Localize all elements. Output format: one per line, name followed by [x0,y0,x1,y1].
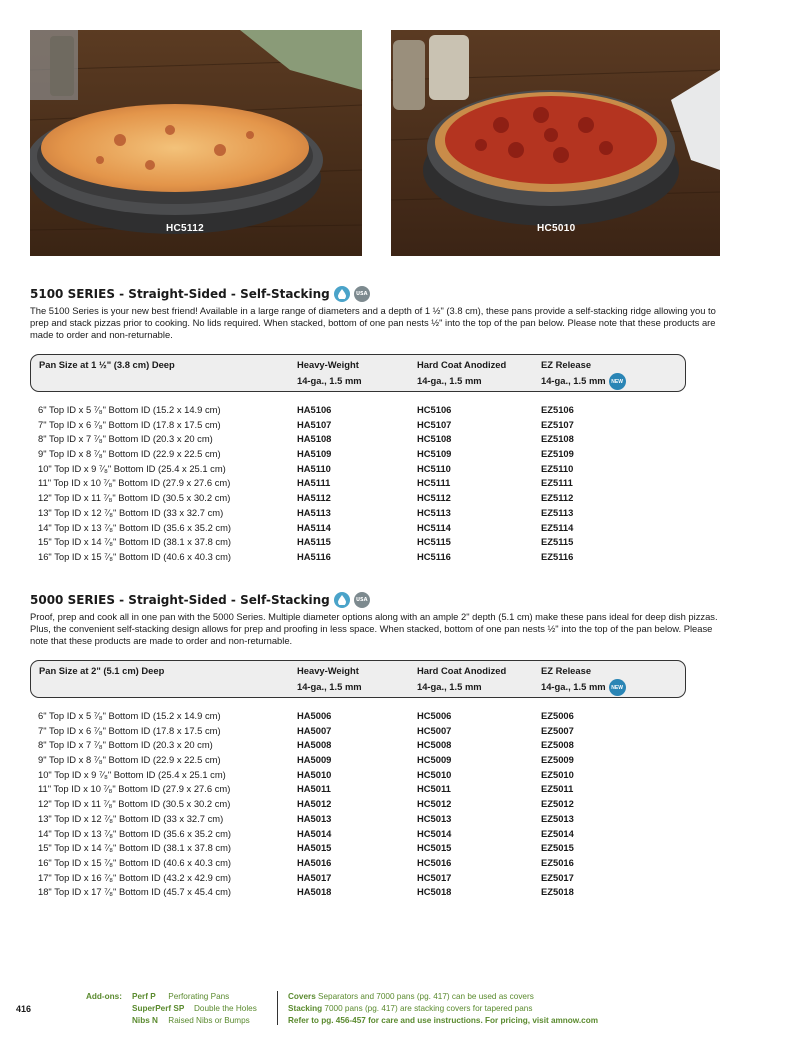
heavy-weight-cell: HA5014 [297,827,332,839]
table-row [38,550,658,565]
ez-release-cell: EZ5010 [541,768,574,780]
hard-coat-cell: HC5106 [417,404,452,415]
pan-size-cell: 15" Top ID x 14 ⁷⁄₈" Bottom ID (38.1 x 37.8 cm) [38,536,232,548]
addon-desc: Raised Nibs or Bumps [168,1016,250,1025]
table-row [38,871,658,886]
page-footer [0,989,804,1029]
heavy-weight-cell: HA5113 [297,506,331,518]
table-row [38,724,658,739]
table-row [38,797,658,812]
table-header [30,354,686,392]
table-row [38,418,658,433]
table-row [38,768,658,783]
pan-size-cell: 6" Top ID x 5 ⁷⁄₈" Bottom ID (15.2 x 14.9 cm) [38,404,221,415]
pan-size-cell: 13" Top ID x 12 ⁷⁄₈" Bottom ID (33 x 32.7 cm) [38,812,224,824]
photo-label: HC5112 [166,223,204,234]
pan-size-cell: 10" Top ID x 9 ⁷⁄₈" Bottom ID (25.4 x 25.1 cm) [38,462,226,474]
addon-item [132,1015,257,1027]
table-row [38,709,658,724]
hard-coat-cell: HC5114 [417,521,451,533]
ez-release-cell: EZ5015 [541,842,574,854]
heavy-weight-cell: HA5013 [297,812,332,824]
series-title [30,592,686,608]
addons-list [132,991,257,1027]
pan-size-cell: 12" Top ID x 11 ⁷⁄₈" Bottom ID (30.5 x 30.2 cm) [38,798,231,810]
addon-name: Perf P [132,992,156,1001]
table-row [38,753,658,768]
addon-desc: Double the Holes [194,1004,257,1013]
hard-coat-cell: HC5109 [417,448,452,460]
table-row [38,841,658,856]
hard-coat-cell: HC5110 [417,462,451,474]
hard-coat-cell: HC5013 [417,812,452,824]
heavy-weight-cell: HA5010 [297,768,332,780]
hard-coat-cell: HC5018 [417,886,452,898]
addon-desc: Perforating Pans [168,992,230,1001]
ez-release-cell: EZ5006 [541,710,574,721]
new-badge: NEW [609,373,626,390]
hard-coat-cell: HC5011 [417,783,451,795]
addon-name: SuperPerf SP [132,1004,185,1013]
pan-size-cell: 10" Top ID x 9 ⁷⁄₈" Bottom ID (25.4 x 25.1 cm) [38,768,226,780]
heavy-weight-cell: HA5018 [297,886,332,898]
gauge-text: 14-ga., 1.5 mm [541,680,606,692]
heavy-weight-cell: HA5012 [297,798,332,810]
ez-release-cell: EZ5116 [541,550,574,562]
heavy-weight-cell: HA5107 [297,418,332,430]
pan-size-cell: 6" Top ID x 5 ⁷⁄₈" Bottom ID (15.2 x 14.9 cm) [38,710,221,721]
col-header-pan-size: Pan Size at 1 ½" (3.8 cm) Deep [39,359,175,370]
col-header-heavy-weight-gauge: 14-ga., 1.5 mm [297,681,362,692]
heavy-weight-cell: HA5011 [297,783,331,795]
page-number: 416 [16,1004,32,1014]
note-desc: Separators and 7000 pans (pg. 417) can be used as covers [318,992,534,1001]
ez-release-cell: EZ5016 [541,856,574,868]
hard-coat-cell: HC5116 [417,550,451,562]
heavy-weight-cell: HA5016 [297,856,332,868]
table-body-5100 [38,403,658,565]
hard-coat-cell: HC5008 [417,739,452,751]
heavy-weight-cell: HA5106 [297,404,332,415]
hard-coat-cell: HC5010 [417,768,452,780]
ez-release-cell: EZ5012 [541,798,574,810]
ez-release-cell: EZ5107 [541,418,574,430]
footer-divider [277,991,278,1025]
addon-item [132,991,257,1003]
heavy-weight-cell: HA5009 [297,754,332,766]
table-row [38,403,658,418]
col-header-hard-coat-gauge: 14-ga., 1.5 mm [417,375,482,386]
table-row [38,856,658,871]
pan-size-cell: 9" Top ID x 8 ⁷⁄₈" Bottom ID (22.9 x 22.5 cm) [38,448,221,460]
ez-release-cell: EZ5114 [541,521,574,533]
table-row [38,506,658,521]
ez-release-cell: EZ5008 [541,739,574,751]
hard-coat-cell: HC5014 [417,827,452,839]
table-row [38,462,658,477]
heavy-weight-cell: HA5116 [297,550,331,562]
pan-size-cell: 14" Top ID x 13 ⁷⁄₈" Bottom ID (35.6 x 35.2 cm) [38,827,232,839]
care-instructions: Refer to pg. 456-457 for care and use instructions. For pricing, visit amnow.com [288,1016,598,1025]
addons-label: Add-ons: [86,992,122,1001]
table-row [38,827,658,842]
series-5100-title: 5100 SERIES - Straight-Sided - Self-Stacking [30,287,330,301]
heavy-weight-cell: HA5112 [297,492,331,504]
gauge-text: 14-ga., 1.5 mm [541,374,606,386]
hard-coat-cell: HC5111 [417,477,451,489]
hard-coat-cell: HC5006 [417,710,452,721]
heavy-weight-cell: HA5110 [297,462,331,474]
note-name: Stacking [288,1004,323,1013]
heavy-weight-cell: HA5108 [297,433,332,445]
new-badge: NEW [609,679,626,696]
table-header [30,660,686,698]
pan-size-cell: 18" Top ID x 17 ⁷⁄₈" Bottom ID (45.7 x 45.4 cm) [38,886,232,898]
table-row [38,885,658,900]
heavy-weight-cell: HA5111 [297,477,331,489]
hard-coat-cell: HC5112 [417,492,451,504]
pan-size-cell: 14" Top ID x 13 ⁷⁄₈" Bottom ID (35.6 x 35.2 cm) [38,521,232,533]
table-row [38,782,658,797]
product-photo-hc5010 [391,30,720,256]
heavy-weight-cell: HA5015 [297,842,332,854]
hard-coat-cell: HC5108 [417,433,452,445]
pan-size-cell: 7" Top ID x 6 ⁷⁄₈" Bottom ID (17.8 x 17.5 cm) [38,724,221,736]
col-header-pan-size: Pan Size at 2" (5.1 cm) Deep [39,665,165,676]
ez-release-cell: EZ5009 [541,754,574,766]
col-header-heavy-weight: Heavy-Weight [297,359,359,370]
pan-size-cell: 7" Top ID x 6 ⁷⁄₈" Bottom ID (17.8 x 17.5 cm) [38,418,221,430]
footer-notes [288,991,598,1027]
ez-release-cell: EZ5018 [541,886,574,898]
series-description: The 5100 Series is your new best friend! Available in a large range of diameters and a depth of 1 ½" (3.8 cm), these pans provide a self-stacking ridge allowing you to prep and stack pizzas prior to cooking. No lids required. When stacked, bottom of one pan nests ½" into the top of the pan below. Please note that these products are made to order and non-returnable. [30,305,716,340]
pan-size-cell: 16" Top ID x 15 ⁷⁄₈" Bottom ID (40.6 x 40.3 cm) [38,550,232,562]
pan-size-cell: 11" Top ID x 10 ⁷⁄₈" Bottom ID (27.9 x 27.6 cm) [38,477,231,489]
series-5100-intro [30,286,716,341]
pan-size-cell: 12" Top ID x 11 ⁷⁄₈" Bottom ID (30.5 x 30.2 cm) [38,492,231,504]
col-header-hard-coat: Hard Coat Anodized [417,665,507,676]
ez-release-cell: EZ5007 [541,724,574,736]
hard-coat-cell: HC5012 [417,798,452,810]
series-5000-title: 5000 SERIES - Straight-Sided - Self-Stacking [30,593,330,607]
ez-release-cell: EZ5115 [541,536,574,548]
hard-coat-cell: HC5015 [417,842,452,854]
ez-release-cell: EZ5112 [541,492,574,504]
pan-size-cell: 8" Top ID x 7 ⁷⁄₈" Bottom ID (20.3 x 20 cm) [38,433,213,445]
pan-size-cell: 11" Top ID x 10 ⁷⁄₈" Bottom ID (27.9 x 27.6 cm) [38,783,231,795]
col-header-heavy-weight: Heavy-Weight [297,665,359,676]
ez-release-cell: EZ5108 [541,433,574,445]
heavy-weight-cell: HA5007 [297,724,332,736]
ez-release-cell: EZ5109 [541,448,574,460]
heavy-weight-cell: HA5008 [297,739,332,751]
col-header-heavy-weight-gauge: 14-ga., 1.5 mm [297,375,362,386]
addon-item [132,1003,257,1015]
note-item [288,991,598,1003]
ez-release-cell: EZ5113 [541,506,574,518]
pan-size-cell: 15" Top ID x 14 ⁷⁄₈" Bottom ID (38.1 x 37.8 cm) [38,842,232,854]
pan-size-cell: 9" Top ID x 8 ⁷⁄₈" Bottom ID (22.9 x 22.5 cm) [38,754,221,766]
addon-name: Nibs N [132,1016,158,1025]
note-desc: 7000 pans (pg. 417) are stacking covers for tapered pans [324,1004,533,1013]
ez-release-cell: EZ5017 [541,871,574,883]
col-header-ez-release-gauge [541,373,626,390]
pan-size-cell: 17" Top ID x 16 ⁷⁄₈" Bottom ID (43.2 x 42.9 cm) [38,871,232,883]
hard-coat-cell: HC5007 [417,724,452,736]
col-header-hard-coat: Hard Coat Anodized [417,359,507,370]
heavy-weight-cell: HA5114 [297,521,331,533]
heavy-weight-cell: HA5109 [297,448,332,460]
table-row [38,447,658,462]
hard-coat-cell: HC5009 [417,754,452,766]
table-row [38,491,658,506]
hard-coat-cell: HC5107 [417,418,452,430]
pan-size-cell: 16" Top ID x 15 ⁷⁄₈" Bottom ID (40.6 x 40.3 cm) [38,856,232,868]
table-row [38,738,658,753]
col-header-ez-release: EZ Release [541,665,592,676]
usa-badge-icon: USA [354,286,370,302]
note-name: Covers [288,992,316,1001]
series-5000-intro [30,592,718,647]
series-description: Proof, prep and cook all in one pan with the 5000 Series. Multiple diameter options along with an ample 2" depth (5.1 cm) make these pans ideal for deep dish pizzas. Plus, the convenient self-stacking design allows for prep and proofing in less space. When stacked, bottom of one pan nests ½" into the top of the pan below. Please note that these products are made to order and non-returnable. [30,611,718,646]
table-row [38,521,658,536]
col-header-ez-release-gauge [541,679,626,696]
ez-release-cell: EZ5111 [541,477,573,489]
table-row [38,432,658,447]
col-header-ez-release: EZ Release [541,359,592,370]
hard-coat-cell: HC5017 [417,871,452,883]
photo-label: HC5010 [537,223,576,234]
hard-coat-cell: HC5113 [417,506,451,518]
hard-coat-cell: HC5115 [417,536,451,548]
heavy-weight-cell: HA5017 [297,871,332,883]
series-title [30,286,686,302]
pan-size-cell: 13" Top ID x 12 ⁷⁄₈" Bottom ID (33 x 32.7 cm) [38,506,224,518]
col-header-hard-coat-gauge: 14-ga., 1.5 mm [417,681,482,692]
water-drop-icon [334,592,350,608]
heavy-weight-cell: HA5006 [297,710,332,721]
product-photo-hc5112 [30,30,362,256]
ez-release-cell: EZ5011 [541,783,574,795]
note-item [288,1003,598,1015]
table-row [38,812,658,827]
usa-badge-icon: USA [354,592,370,608]
heavy-weight-cell: HA5115 [297,536,331,548]
table-row [38,476,658,491]
hard-coat-cell: HC5016 [417,856,452,868]
pan-size-cell: 8" Top ID x 7 ⁷⁄₈" Bottom ID (20.3 x 20 cm) [38,739,213,751]
ez-release-cell: EZ5110 [541,462,574,474]
care-text [288,1015,598,1027]
ez-release-cell: EZ5106 [541,404,574,415]
ez-release-cell: EZ5013 [541,812,574,824]
table-body-5000 [38,709,658,900]
water-drop-icon [334,286,350,302]
table-row [38,535,658,550]
ez-release-cell: EZ5014 [541,827,574,839]
